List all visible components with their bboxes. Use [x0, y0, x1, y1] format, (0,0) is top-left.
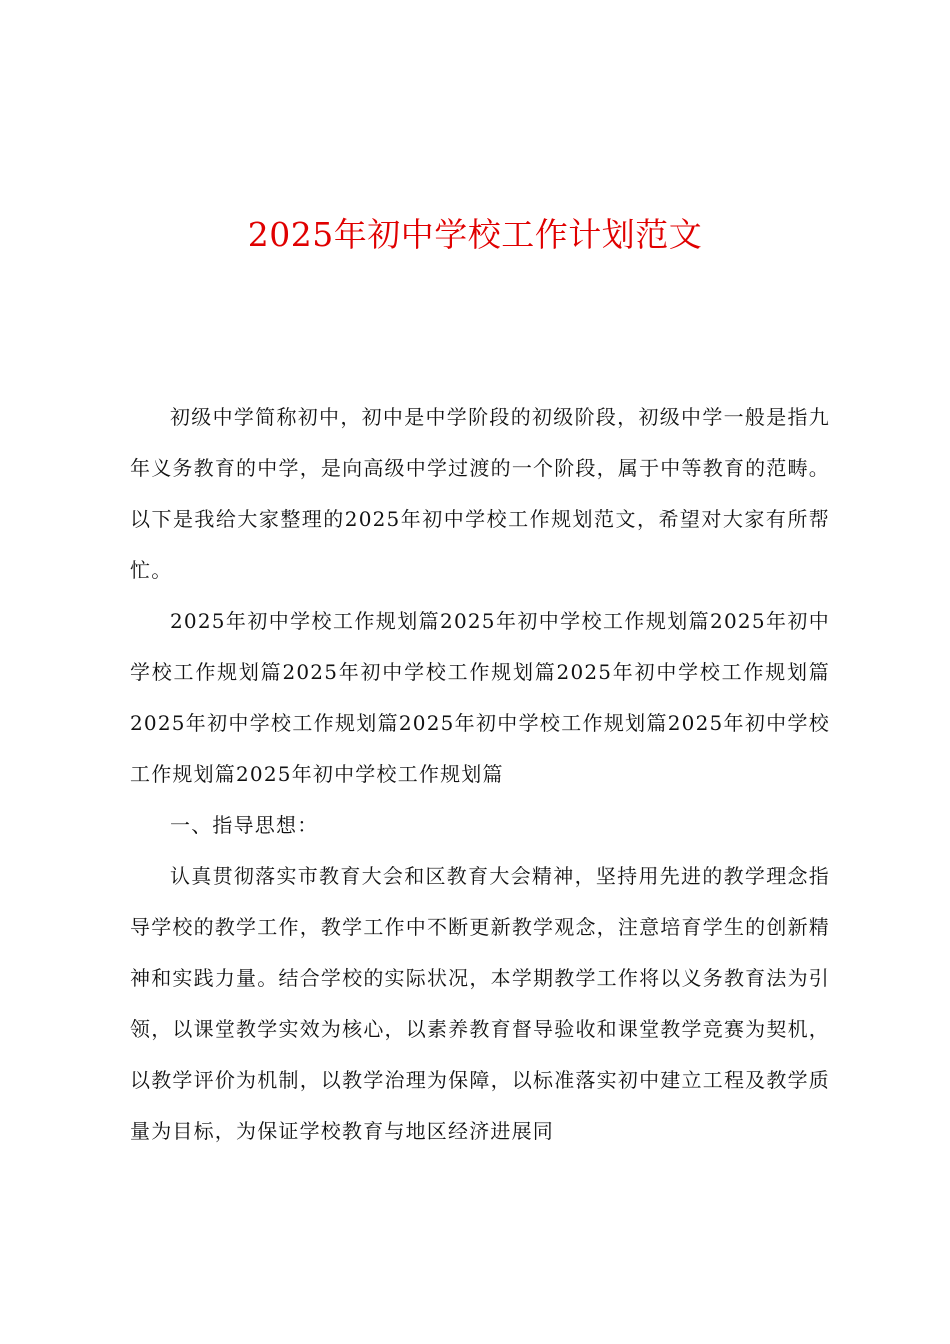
guiding-thought-paragraph: 认真贯彻落实市教育大会和区教育大会精神，坚持用先进的教学理念指导学校的教学工作，教学工作中不断更新教学观念，注意培育学生的创新精神和实践力量。结合学校的实际状况，本学期教学工作将以义务教育法为引领，以课堂教学实效为核心，以素养教育督导验收和课堂教学竞赛为契机，以教学评价为机制，以教学治理为保障，以标准落实初中建立工程及教学质量为目标，为保证学校教育与地区经济进展同	[130, 864, 830, 1143]
section-heading: 一、指导思想：	[170, 813, 319, 837]
document-body	[130, 392, 830, 1157]
plan-list-paragraph: 2025年初中学校工作规划篇2025年初中学校工作规划篇2025年初中学校工作规划篇2025年初中学校工作规划篇2025年初中学校工作规划篇2025年初中学校工作规划篇2025年初中学校工作规划篇2025年初中学校工作规划篇2025年初中学校工作规划篇	[130, 609, 830, 786]
document-title: 2025年初中学校工作计划范文	[247, 215, 703, 254]
intro-paragraph: 初级中学简称初中，初中是中学阶段的初级阶段，初级中学一般是指九年义务教育的中学，是向高级中学过渡的一个阶段，属于中等教育的范畴。以下是我给大家整理的2025年初中学校工作规划范文，希望对大家有所帮忙。	[130, 405, 830, 582]
